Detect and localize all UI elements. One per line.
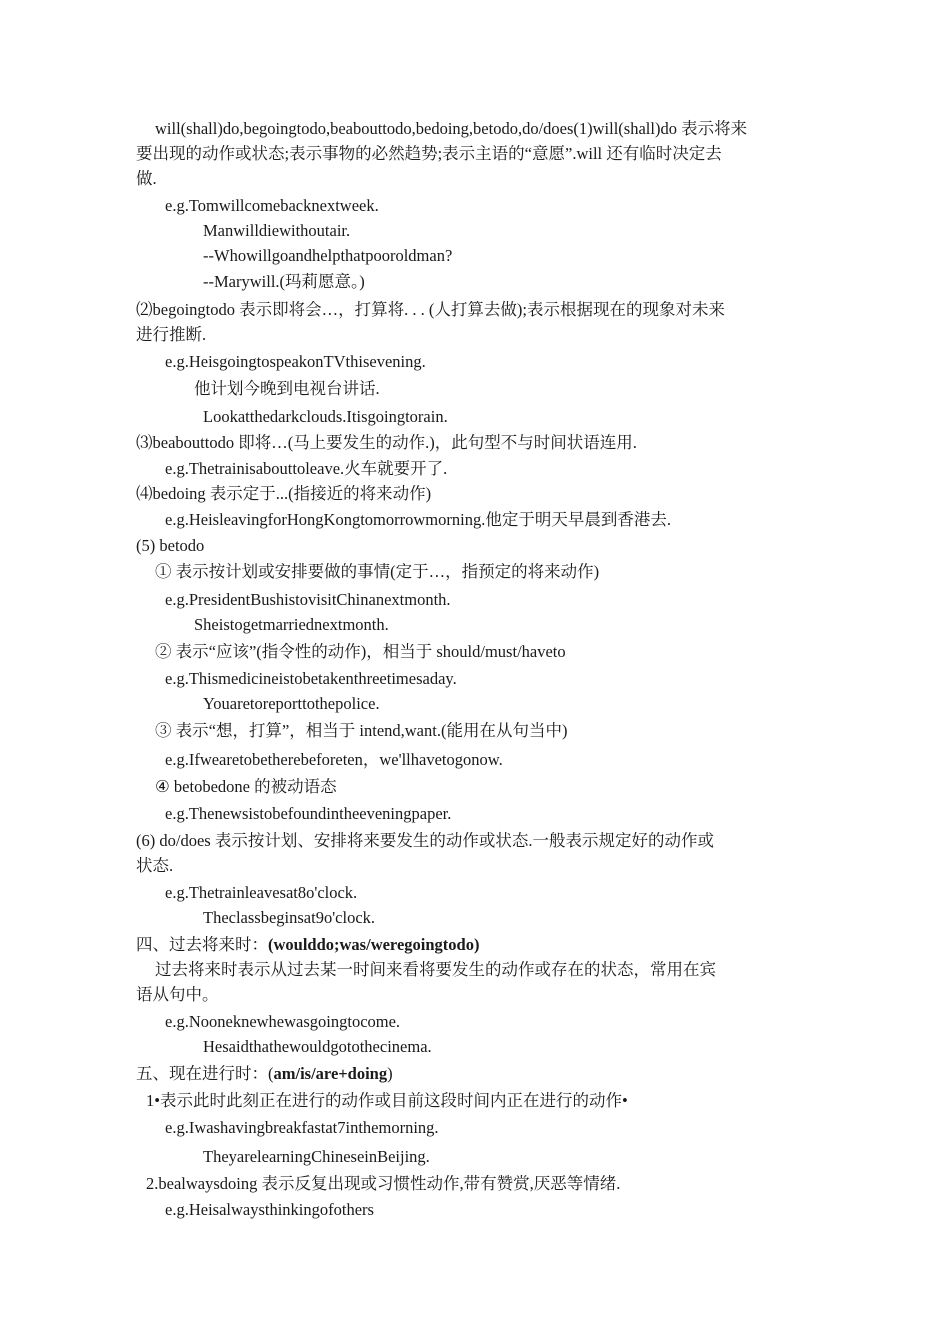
text-line: --Whowillgoandhelpthatpooroldman?	[203, 246, 453, 265]
text-line: e.g.Nooneknewhewasgoingtocome.	[165, 1012, 401, 1031]
text-line: ② 表示“应该”(指令性的动作)，相当于 should/must/haveto	[155, 642, 566, 661]
text-line: Lookatthedarkclouds.Itisgoingtorain.	[203, 407, 448, 426]
text-line: Hesaidthathewouldgotothecinema.	[203, 1037, 432, 1056]
text-line: e.g.Thismedicineistobetakenthreetimesaday.	[165, 669, 457, 688]
section-heading: 五、现在进行时：(am/is/are+doing)	[136, 1064, 393, 1083]
text-line: e.g.Ifwearetobetherebeforeten，we'llhavetogonow.	[165, 750, 503, 769]
text-line: ① 表示按计划或安排要做的事情(定于…，指预定的将来动作)	[155, 562, 600, 581]
text-line: 他计划今晚到电视台讲话.	[194, 379, 380, 398]
text-line: e.g.HeisleavingforHongKongtomorrowmorning.他定于明天早晨到香港去.	[165, 510, 671, 529]
text-line: 1•表示此时此刻正在进行的动作或目前这段时间内正在进行的动作•	[146, 1091, 628, 1110]
text-line: (5) betodo	[136, 536, 205, 555]
text-line: TheyarelearningChineseinBeijing.	[203, 1147, 430, 1166]
text-line: 2.bealwaysdoing 表示反复出现或习惯性动作,带有赞赏,厌恶等情绪.	[146, 1174, 621, 1193]
text-line: 做.	[136, 169, 157, 188]
text-line: --Marywill.(玛莉愿意。)	[203, 272, 365, 291]
text-line: e.g.Thetrainleavesat8o'clock.	[165, 883, 358, 902]
text-line: ⑷bedoing 表示定于...(指接近的将来动作)	[136, 484, 432, 503]
text-line: Theclassbeginsat9o'clock.	[203, 908, 376, 927]
text-line: e.g.Thetrainisabouttoleave.火车就要开了.	[165, 459, 448, 478]
text-line: will(shall)do,begoingtodo,beabouttodo,bedoing,betodo,do/does(1)will(shall)do 表示将来	[155, 119, 748, 138]
text-line: Manwilldiewithoutair.	[203, 221, 351, 240]
text-line: e.g.Tomwillcomebacknextweek.	[165, 196, 379, 215]
text-line: (6) do/does 表示按计划、安排将来要发生的动作或状态.一般表示规定好的动作或	[136, 831, 714, 850]
text-line: e.g.Heisalwaysthinkingofothers	[165, 1200, 374, 1219]
text-line: 要出现的动作或状态;表示事物的必然趋势;表示主语的“意愿”.will 还有临时决定去	[136, 144, 722, 163]
text-line: ③ 表示“想，打算”，相当于 intend,want.(能用在从句当中)	[155, 721, 568, 740]
text-line: Sheistogetmarriednextmonth.	[194, 615, 389, 634]
text-line: Youaretoreporttothepolice.	[203, 694, 380, 713]
text-line: 过去将来时表示从过去某一时间来看将要发生的动作或存在的状态，常用在宾	[155, 960, 716, 979]
text-line: 语从句中。	[136, 985, 219, 1004]
section-heading: 四、过去将来时：(woulddo;was/weregoingtodo)	[136, 935, 480, 954]
text-line: e.g.Iwashavingbreakfastat7inthemorning.	[165, 1118, 439, 1137]
text-line: e.g.Thenewsistobefoundintheeveningpaper.	[165, 804, 452, 823]
text-line: e.g.HeisgoingtospeakonTVthisevening.	[165, 352, 426, 371]
text-line: e.g.PresidentBushistovisitChinanextmonth.	[165, 590, 451, 609]
text-line: 进行推断.	[136, 325, 207, 344]
text-line: ⑵begoingtodo 表示即将会…，打算将. . . (人打算去做);表示根据现在的现象对未来	[136, 300, 725, 319]
text-line: ⑶beabouttodo 即将…(马上要发生的动作.)，此句型不与时间状语连用.	[136, 433, 637, 452]
text-line: ④ betobedone 的被动语态	[155, 777, 337, 796]
text-line: 状态.	[136, 856, 174, 875]
